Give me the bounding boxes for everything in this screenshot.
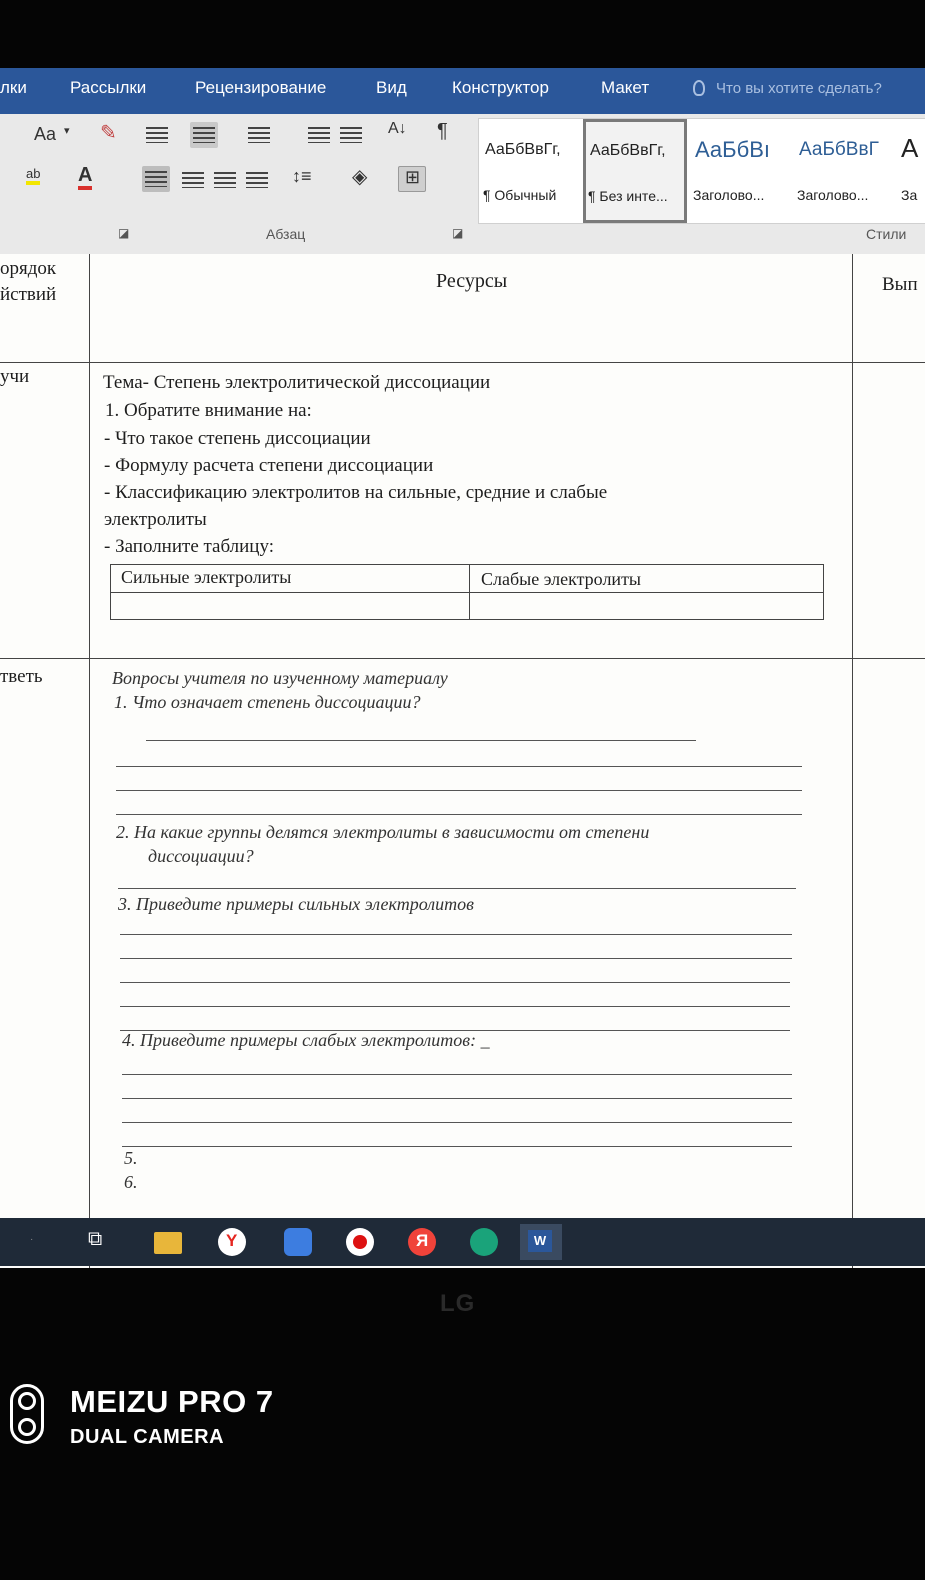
table-border [852, 254, 853, 1268]
style-preview: АаБбВвГ [799, 139, 879, 160]
yandex-icon[interactable] [408, 1228, 436, 1256]
bullet-item: - Классификацию электролитов на сильные, средние и слабые [104, 482, 608, 503]
search-icon[interactable]: · [30, 1234, 34, 1245]
style-heading-2[interactable] [793, 119, 897, 223]
style-preview: А [901, 133, 919, 163]
styles-group-label: Стили [866, 226, 907, 242]
justify-icon[interactable] [246, 172, 268, 188]
tab-design[interactable]: Конструктор [452, 78, 549, 97]
tab-links[interactable]: лки [0, 78, 27, 97]
row2-left-label: тветь [0, 666, 43, 687]
table-border [89, 254, 90, 1268]
tab-layout[interactable]: Макет [601, 78, 650, 97]
table-border [111, 592, 823, 593]
increase-indent-icon[interactable] [340, 127, 362, 143]
tab-mailings[interactable]: Рассылки [70, 78, 147, 97]
edge-icon[interactable] [470, 1228, 498, 1256]
tab-view[interactable]: Вид [376, 78, 407, 97]
answer-line[interactable] [122, 1098, 792, 1099]
header-left-line1: орядок [0, 258, 57, 279]
bullet-item: - Формулу расчета степени диссоциации [104, 455, 434, 476]
question-2: 2. На какие группы делятся электролиты в зависимости от степени [116, 822, 650, 842]
camera-brand-watermark: MEIZU PRO 7 [70, 1384, 274, 1419]
tab-review[interactable]: Рецензирование [195, 78, 327, 97]
style-preview: АаБбВвГг, [485, 141, 561, 158]
electrolytes-table [110, 564, 824, 620]
shading-icon[interactable]: ◈ [352, 166, 368, 188]
record-icon[interactable] [346, 1228, 374, 1256]
style-name: ¶ Обычный [483, 187, 557, 203]
line-spacing-icon[interactable]: ↕≡ [292, 166, 312, 186]
lightbulb-icon [693, 80, 705, 96]
lens-icon [18, 1418, 36, 1436]
borders-icon: ⊞ [405, 167, 421, 187]
dialog-launcher-icon[interactable]: ◪ [118, 226, 130, 240]
windows-taskbar [0, 1218, 925, 1266]
question-1: 1. Что означает степень диссоциации? [114, 692, 421, 712]
yandex-glyph: Я [416, 1231, 429, 1250]
align-right-icon[interactable] [214, 172, 236, 188]
question-4: 4. Приведите примеры слабых электролитов: _ [122, 1030, 490, 1050]
font-color-button[interactable]: A [78, 164, 92, 190]
decrease-indent-icon[interactable] [308, 127, 330, 143]
word-window [0, 68, 925, 1268]
word-taskbar-button[interactable] [520, 1224, 562, 1260]
style-preview: АаБбВı [695, 137, 770, 162]
style-no-spacing[interactable] [583, 119, 687, 223]
align-left-button[interactable] [142, 166, 170, 192]
answer-line[interactable] [120, 958, 792, 959]
style-preview: АаБбВвГг, [590, 142, 666, 159]
style-name: Заголово... [797, 187, 869, 203]
question-5: 5. [124, 1148, 138, 1168]
answer-line[interactable] [118, 888, 796, 889]
answer-line[interactable] [116, 766, 802, 767]
bullet-item: электролиты [104, 509, 207, 530]
style-normal[interactable] [479, 119, 583, 223]
borders-button[interactable] [398, 166, 426, 192]
lens-icon [18, 1392, 36, 1410]
answer-line[interactable] [122, 1074, 792, 1075]
answer-line[interactable] [120, 982, 790, 983]
answer-line[interactable] [122, 1122, 792, 1123]
table-header-weak: Слабые электролиты [481, 569, 642, 589]
dialog-launcher-icon[interactable]: ◪ [452, 226, 464, 240]
answer-line[interactable] [122, 1146, 792, 1147]
camera-icon [10, 1384, 44, 1444]
style-heading-1[interactable] [689, 119, 793, 223]
answer-line[interactable] [146, 740, 696, 741]
style-name: За [901, 187, 918, 203]
camera-sub-watermark: DUAL CAMERA [70, 1426, 225, 1448]
question-6: 6. [124, 1172, 138, 1192]
style-title[interactable] [897, 119, 925, 223]
zoom-icon[interactable] [284, 1228, 312, 1256]
table-border [0, 362, 925, 363]
styles-gallery [478, 118, 925, 224]
task-view-icon[interactable]: ⧉ [88, 1228, 103, 1250]
header-right: Вып [882, 274, 918, 295]
yandex-browser-icon[interactable] [218, 1228, 246, 1256]
ribbon-tab-bar [0, 68, 925, 114]
header-left-line2: йствий [0, 284, 57, 305]
monitor-logo: LG [440, 1290, 476, 1317]
bullet-item: - Заполните таблицу: [104, 536, 275, 557]
topic-title: Тема- Степень электролитической диссоциации [103, 372, 491, 393]
align-left-icon [145, 171, 167, 187]
answer-line[interactable] [116, 790, 802, 791]
question-3: 3. Приведите примеры сильных электролитов [118, 894, 474, 914]
chevron-down-icon[interactable]: ▾ [64, 125, 70, 137]
answer-line[interactable] [120, 1006, 790, 1007]
header-resources: Ресурсы [436, 270, 508, 292]
file-explorer-icon[interactable] [154, 1232, 182, 1254]
instruction-item-1: 1. Обратите внимание на: [105, 400, 312, 421]
sort-icon[interactable]: A↓ [388, 120, 407, 137]
pilcrow-icon[interactable]: ¶ [437, 120, 448, 142]
paragraph-group-label: Абзац [266, 226, 306, 242]
question-2-continued: диссоциации? [148, 846, 254, 866]
style-name: Заголово... [693, 187, 765, 203]
highlight-button[interactable]: ab [26, 166, 40, 185]
ribbon-home [0, 114, 925, 255]
answer-line[interactable] [116, 814, 802, 815]
tell-me-search[interactable]: Что вы хотите сделать? [716, 80, 882, 97]
table-border [469, 565, 470, 619]
record-dot [353, 1235, 367, 1249]
table-border [0, 658, 925, 659]
style-name: ¶ Без инте... [588, 188, 668, 204]
align-center-icon[interactable] [182, 172, 204, 188]
clear-format-icon[interactable]: ✎ [100, 122, 117, 144]
questions-title: Вопросы учителя по изученному материалу [112, 668, 448, 688]
row1-left-label: учи [0, 366, 30, 387]
word-icon: W [528, 1230, 552, 1252]
numbering-button[interactable] [190, 122, 218, 148]
table-header-strong: Сильные электролиты [121, 567, 292, 587]
answer-line[interactable] [120, 934, 792, 935]
document-page[interactable] [0, 254, 925, 1268]
bullet-item: - Что такое степень диссоциации [104, 428, 371, 449]
browser-glyph: Y [226, 1231, 238, 1250]
numbering-icon [193, 127, 215, 143]
change-case-button[interactable]: Aa [34, 124, 57, 144]
multilevel-list-icon[interactable] [248, 127, 270, 143]
bullets-icon[interactable] [146, 127, 168, 143]
